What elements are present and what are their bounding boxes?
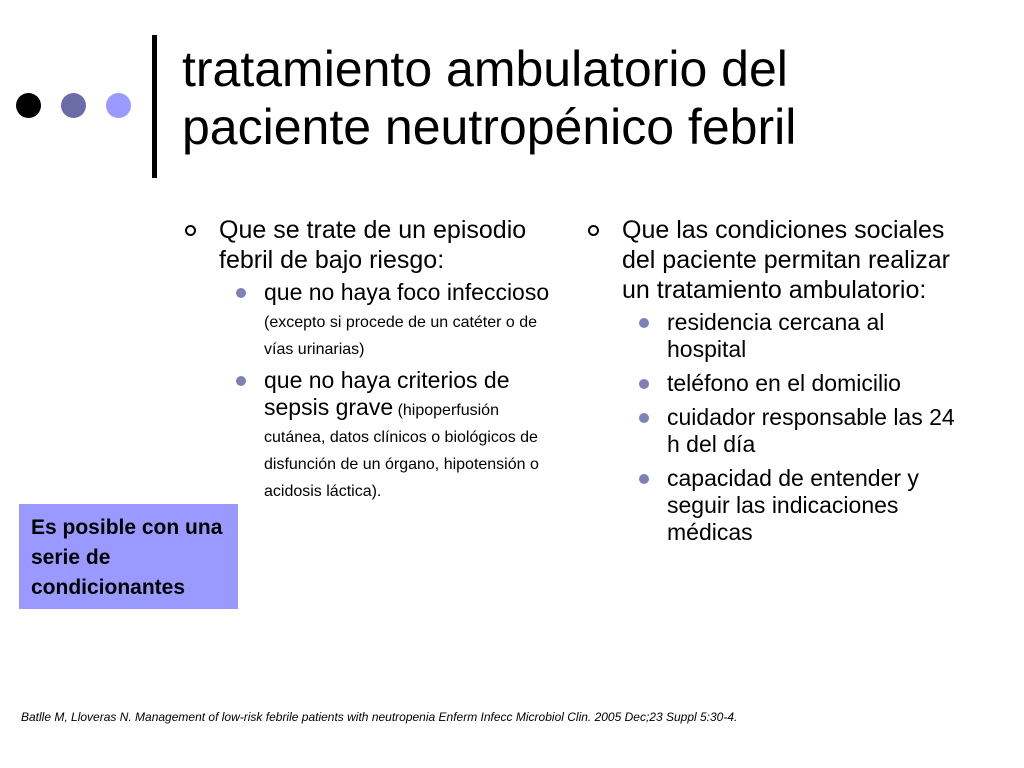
- item-text: capacidad de entender y seguir las indicaciones médicas: [667, 465, 919, 545]
- sub-bullet-icon: [639, 413, 649, 423]
- callout-text: Es posible con una serie de condicionantes: [31, 516, 223, 599]
- item-note: (excepto si procede de un catéter o de vías urinarias): [264, 314, 538, 358]
- right-column: [588, 215, 958, 553]
- right-bullet: [588, 215, 958, 546]
- citation-footer: Batlle M, Lloveras N. Management of low-risk febrile patients with neutropenia Enferm Infecc Microbiol Clin. 2005 Dec;23 Suppl 5:30-4.: [21, 710, 738, 724]
- list-item: [219, 279, 555, 360]
- left-bullet: [185, 215, 555, 502]
- title-line-2: paciente neutropénico febril: [182, 99, 797, 155]
- item-text: teléfono en el domicilio: [667, 370, 901, 396]
- list-item: [622, 404, 958, 458]
- item-text: residencia cercana al hospital: [667, 309, 885, 362]
- sub-bullet-icon: [236, 376, 246, 386]
- left-sub-list: [219, 279, 555, 502]
- dot-3: [106, 93, 131, 118]
- sub-bullet-icon: [639, 318, 649, 328]
- list-item: [622, 309, 958, 363]
- right-sub-list: [622, 309, 958, 546]
- dot-2: [61, 93, 86, 118]
- left-column: [185, 215, 555, 509]
- item-note: (hipoperfusión cutánea, datos clínicos o biológicos de disfunción de un órgano, hipotensión o acidosis láctica).: [264, 402, 539, 500]
- sub-bullet-icon: [236, 288, 246, 298]
- list-item: [219, 367, 555, 502]
- item-main: que no haya criterios de sepsis grave: [264, 367, 510, 420]
- slide-title: [182, 40, 1002, 156]
- callout-box: [19, 504, 238, 609]
- item-main: que no haya foco infeccioso: [264, 279, 550, 305]
- left-heading: Que se trate de un episodio febril de bajo riesgo:: [219, 216, 527, 274]
- right-heading: Que las condiciones sociales del paciente permitan realizar un tratamiento ambulatorio:: [622, 216, 950, 304]
- decorative-dots: [0, 0, 150, 190]
- hollow-bullet-icon: [185, 225, 196, 236]
- sub-bullet-icon: [639, 474, 649, 484]
- title-line-1: tratamiento ambulatorio del: [182, 41, 788, 97]
- list-item: [622, 465, 958, 546]
- item-text: cuidador responsable las 24 h del día: [667, 404, 955, 457]
- list-item: [622, 370, 958, 397]
- hollow-bullet-icon: [588, 225, 599, 236]
- dot-1: [16, 93, 41, 118]
- title-divider: [152, 35, 157, 178]
- sub-bullet-icon: [639, 379, 649, 389]
